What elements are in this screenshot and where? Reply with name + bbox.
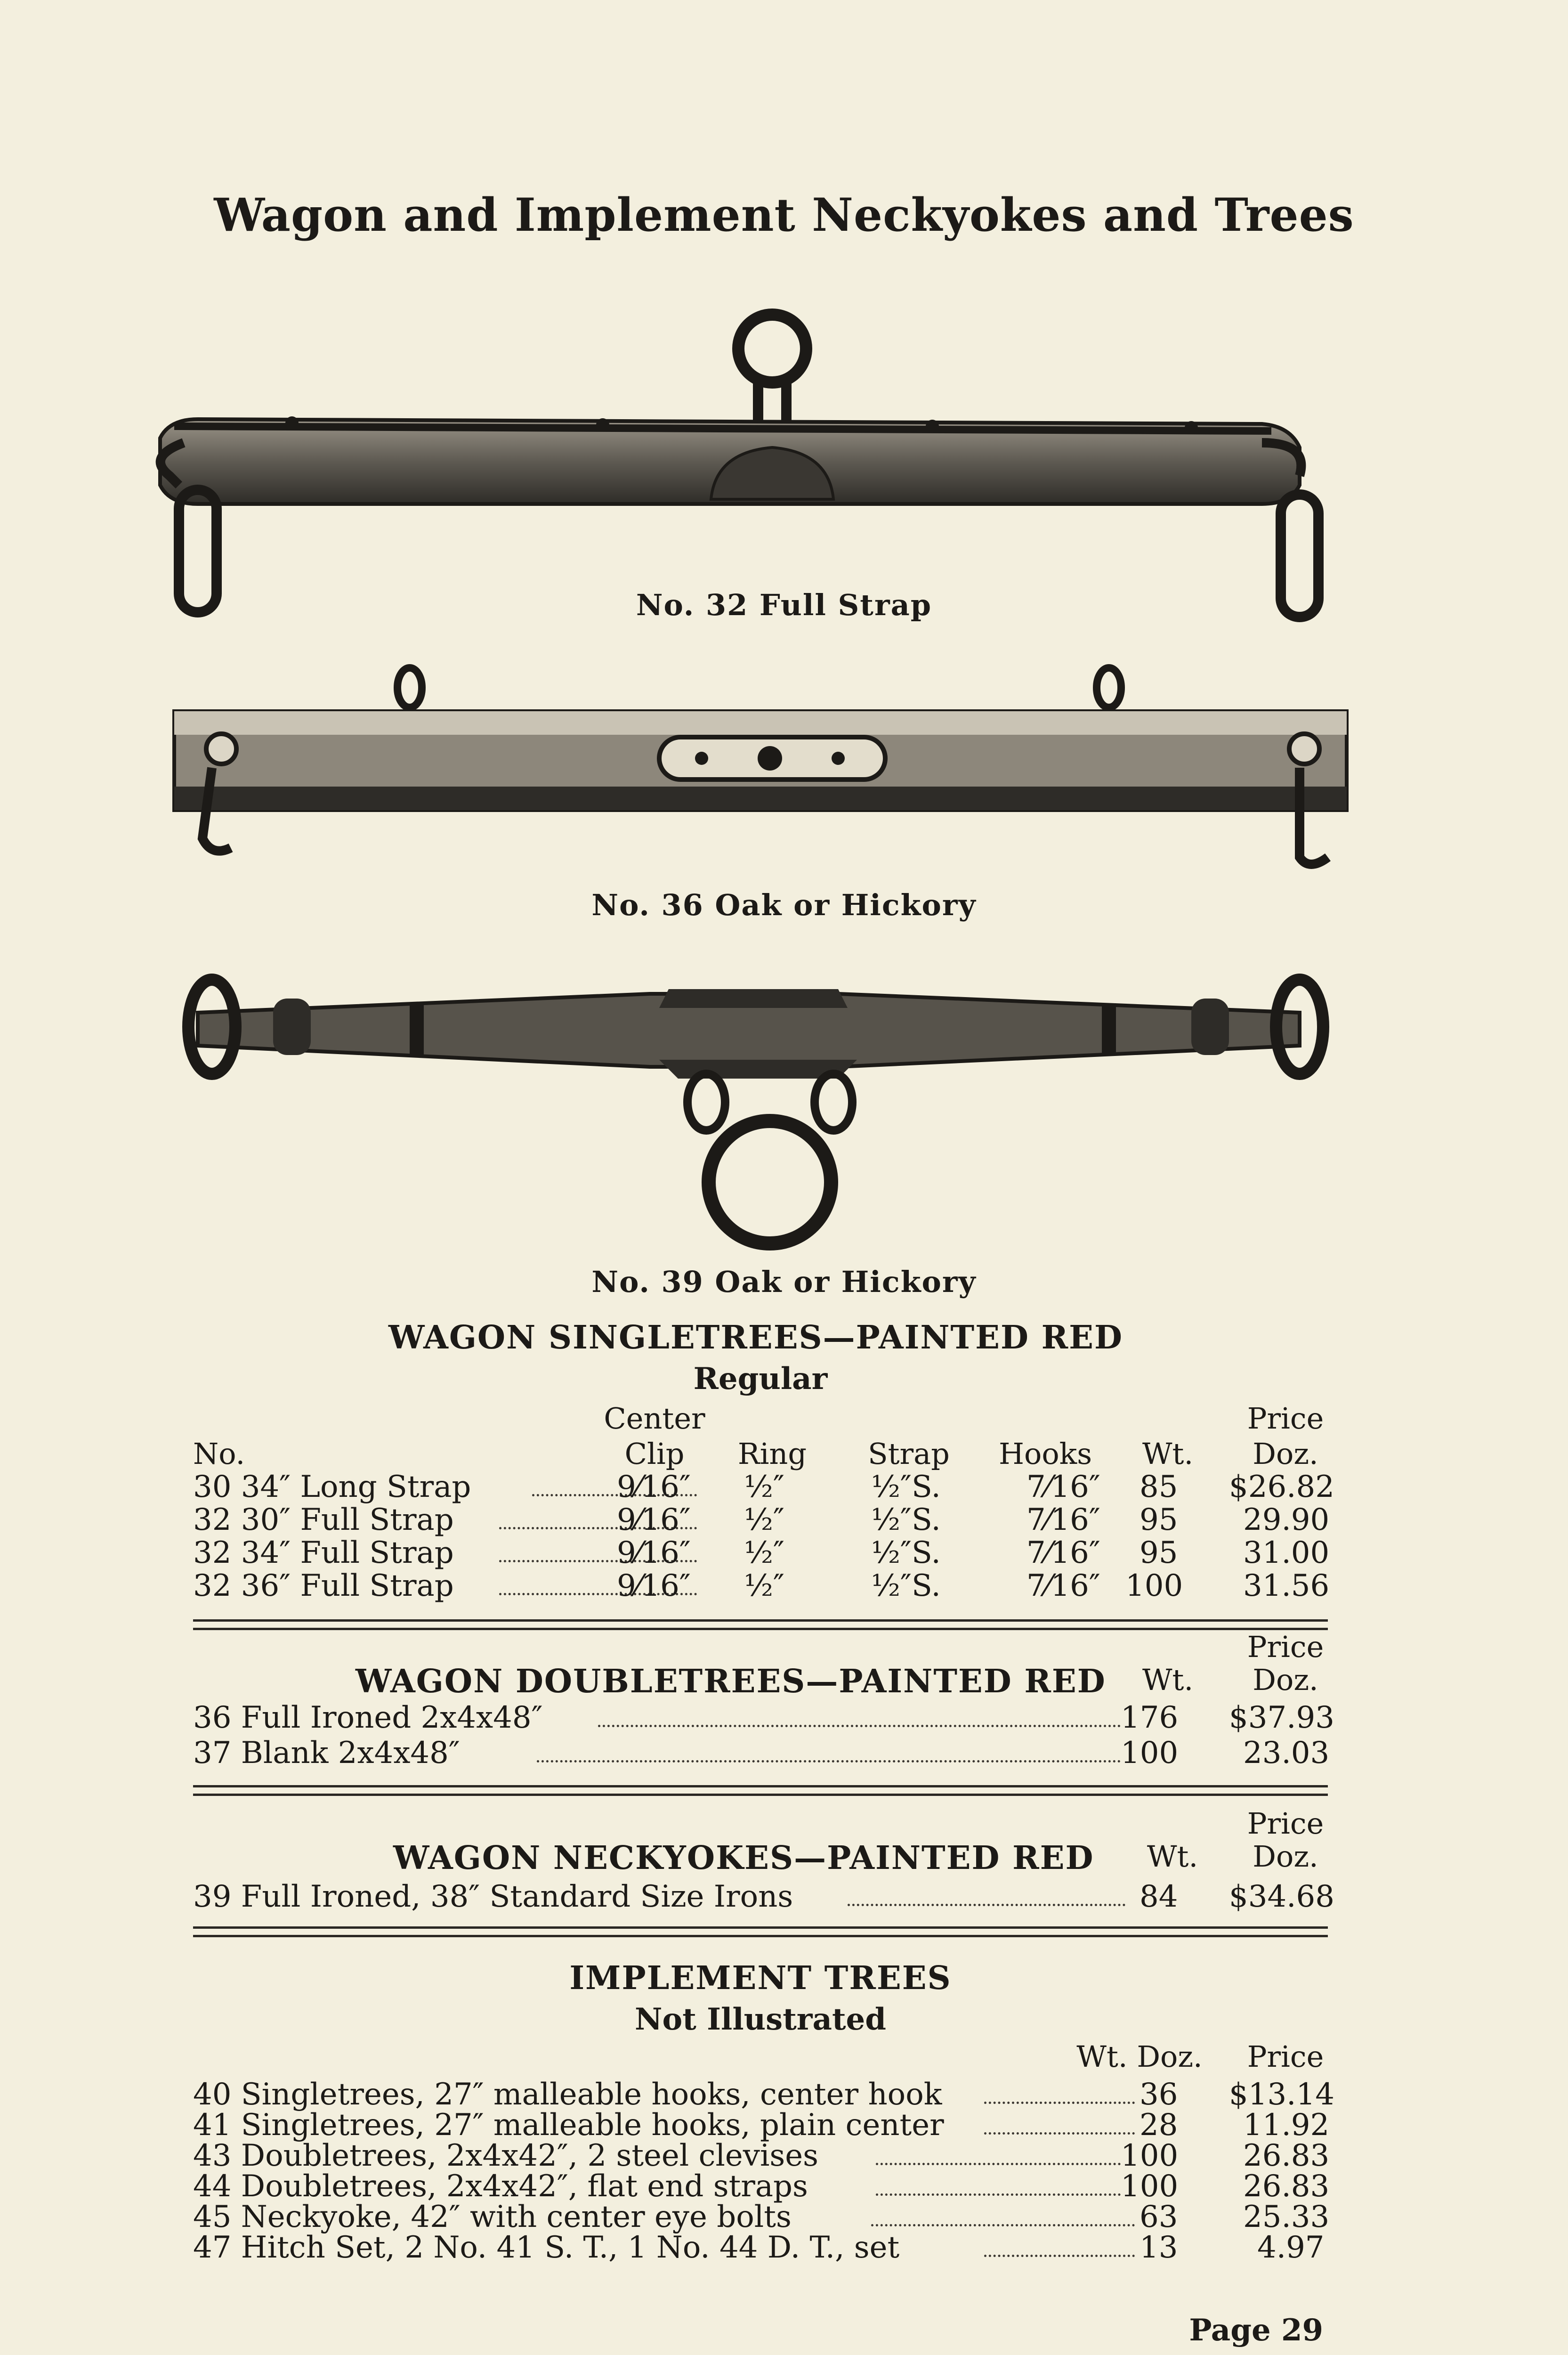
row-price: 31.00 bbox=[1243, 1535, 1330, 1570]
row-price: $26.82 bbox=[1229, 1470, 1334, 1504]
row-price: 26.83 bbox=[1243, 2138, 1330, 2173]
doubletrees-price-label-1: Price bbox=[1247, 1630, 1324, 1664]
row-price: 29.90 bbox=[1243, 1502, 1330, 1537]
row-strap: ½″S. bbox=[871, 1535, 941, 1570]
row-desc: 43 Doubletrees, 2x4x42″, 2 steel clevises bbox=[193, 2138, 818, 2173]
table-row bbox=[193, 1568, 1328, 1601]
table-row bbox=[193, 1535, 1328, 1568]
row-wt: 13 bbox=[1140, 2230, 1178, 2265]
divider bbox=[193, 1794, 1328, 1796]
col-hooks: Hooks bbox=[998, 1437, 1092, 1471]
col-no: No. bbox=[193, 1437, 245, 1471]
row-price: $13.14 bbox=[1229, 2077, 1334, 2112]
row-hooks: 7⁄16″ bbox=[1026, 1568, 1100, 1603]
row-hooks: 7⁄16″ bbox=[1026, 1535, 1100, 1570]
row-price: 11.92 bbox=[1243, 2108, 1330, 2143]
row-desc: 41 Singletrees, 27″ malleable hooks, plain center bbox=[193, 2108, 944, 2143]
row-desc: 32 36″ Full Strap bbox=[193, 1568, 454, 1603]
row-desc: 37 Blank 2x4x48″ bbox=[193, 1736, 460, 1770]
row-hooks: 7⁄16″ bbox=[1026, 1470, 1100, 1504]
table-row bbox=[193, 2108, 1328, 2141]
row-hooks: 7⁄16″ bbox=[1026, 1502, 1100, 1537]
row-desc: 39 Full Ironed, 38″ Standard Size Irons bbox=[193, 1879, 793, 1914]
implement-price-label: Price bbox=[1247, 2039, 1324, 2074]
row-wt: 63 bbox=[1140, 2200, 1178, 2234]
divider bbox=[193, 1926, 1328, 1929]
row-wt: 100 bbox=[1125, 1568, 1183, 1603]
neckyoke-oak-hickory-illustration bbox=[132, 961, 1366, 1262]
divider bbox=[193, 1935, 1328, 1937]
table-row bbox=[193, 2200, 1328, 2233]
table-row bbox=[193, 2230, 1328, 2263]
row-wt: 100 bbox=[1121, 2138, 1179, 2173]
table-row bbox=[193, 1502, 1328, 1535]
row-wt: 176 bbox=[1121, 1700, 1179, 1735]
row-clip: 9⁄16″ bbox=[617, 1470, 691, 1504]
row-wt: 100 bbox=[1121, 1736, 1179, 1770]
singletrees-heading: WAGON SINGLETREES—PAINTED RED bbox=[388, 1319, 1123, 1356]
row-desc: 32 34″ Full Strap bbox=[193, 1535, 454, 1570]
implement-trees-subheading: Not Illustrated bbox=[635, 2002, 886, 2037]
row-desc: 45 Neckyoke, 42″ with center eye bolts bbox=[193, 2200, 792, 2234]
caption-no-36: No. 36 Oak or Hickory bbox=[591, 888, 977, 922]
row-price: 31.56 bbox=[1243, 1568, 1330, 1603]
singletrees-subheading: Regular bbox=[693, 1361, 828, 1397]
page-number: Page 29 bbox=[1189, 2313, 1323, 2348]
row-price: 26.83 bbox=[1243, 2169, 1330, 2204]
row-wt: 95 bbox=[1140, 1535, 1178, 1570]
table-row bbox=[193, 1879, 1334, 1914]
row-wt: 28 bbox=[1140, 2108, 1178, 2143]
implement-trees-heading: IMPLEMENT TREES bbox=[569, 1959, 952, 1997]
row-desc: 47 Hitch Set, 2 No. 41 S. T., 1 No. 44 D. T., set bbox=[193, 2230, 900, 2265]
col-center-clip-1: Center bbox=[604, 1401, 705, 1436]
caption-no-32: No. 32 Full Strap bbox=[636, 588, 932, 622]
row-wt: 36 bbox=[1140, 2077, 1178, 2112]
table-row bbox=[193, 2138, 1328, 2171]
row-wt: 85 bbox=[1140, 1470, 1178, 1504]
divider bbox=[193, 1619, 1328, 1622]
doubletrees-wt-label: Wt. bbox=[1142, 1663, 1194, 1697]
page-title: Wagon and Implement Neckyokes and Trees bbox=[214, 188, 1354, 242]
neckyokes-wt-label: Wt. bbox=[1147, 1839, 1198, 1874]
row-price: 4.97 bbox=[1257, 2230, 1325, 2265]
doubletree-oak-hickory-illustration bbox=[132, 659, 1366, 885]
row-clip: 9⁄16″ bbox=[617, 1502, 691, 1537]
doubletrees-price-label-2: Doz. bbox=[1253, 1663, 1318, 1697]
neckyokes-price-label-1: Price bbox=[1247, 1806, 1324, 1841]
divider bbox=[193, 1785, 1328, 1787]
row-ring: ½″ bbox=[744, 1502, 784, 1537]
row-clip: 9⁄16″ bbox=[617, 1568, 691, 1603]
row-desc: 32 30″ Full Strap bbox=[193, 1502, 454, 1537]
table-row bbox=[193, 1736, 1328, 1769]
row-wt: 84 bbox=[1140, 1879, 1178, 1914]
col-price-2: Doz. bbox=[1253, 1437, 1318, 1471]
neckyokes-heading: WAGON NECKYOKES—PAINTED RED bbox=[393, 1839, 1094, 1877]
neckyokes-price-label-2: Doz. bbox=[1253, 1839, 1318, 1874]
divider bbox=[193, 1628, 1328, 1630]
col-wt: Wt. bbox=[1142, 1437, 1194, 1471]
col-strap: Strap bbox=[868, 1437, 950, 1471]
col-ring: Ring bbox=[737, 1437, 807, 1471]
row-desc: 30 34″ Long Strap bbox=[193, 1470, 471, 1504]
row-strap: ½″S. bbox=[871, 1470, 941, 1504]
row-ring: ½″ bbox=[744, 1568, 784, 1603]
implement-wt-doz-label: Wt. Doz. bbox=[1076, 2039, 1203, 2074]
row-strap: ½″S. bbox=[871, 1568, 941, 1603]
row-desc: 36 Full Ironed 2x4x48″ bbox=[193, 1700, 543, 1735]
col-price-1: Price bbox=[1247, 1401, 1324, 1436]
col-center-clip-2: Clip bbox=[624, 1437, 685, 1471]
row-ring: ½″ bbox=[744, 1535, 784, 1570]
table-row bbox=[193, 2077, 1334, 2112]
table-row bbox=[193, 1470, 1334, 1504]
row-price: 23.03 bbox=[1243, 1736, 1330, 1770]
row-wt: 100 bbox=[1121, 2169, 1179, 2204]
doubletrees-heading: WAGON DOUBLETREES—PAINTED RED bbox=[356, 1663, 1106, 1700]
row-clip: 9⁄16″ bbox=[617, 1535, 691, 1570]
row-price: $34.68 bbox=[1229, 1879, 1334, 1914]
row-wt: 95 bbox=[1140, 1502, 1178, 1537]
row-desc: 40 Singletrees, 27″ malleable hooks, center hook bbox=[193, 2077, 942, 2112]
row-desc: 44 Doubletrees, 2x4x42″, flat end straps bbox=[193, 2169, 808, 2204]
row-price: $37.93 bbox=[1229, 1700, 1334, 1735]
row-ring: ½″ bbox=[744, 1470, 784, 1504]
row-strap: ½″S. bbox=[871, 1502, 941, 1537]
caption-no-39: No. 39 Oak or Hickory bbox=[591, 1265, 977, 1299]
table-row bbox=[193, 1700, 1334, 1735]
row-price: 25.33 bbox=[1243, 2200, 1330, 2234]
table-row bbox=[193, 2169, 1328, 2202]
